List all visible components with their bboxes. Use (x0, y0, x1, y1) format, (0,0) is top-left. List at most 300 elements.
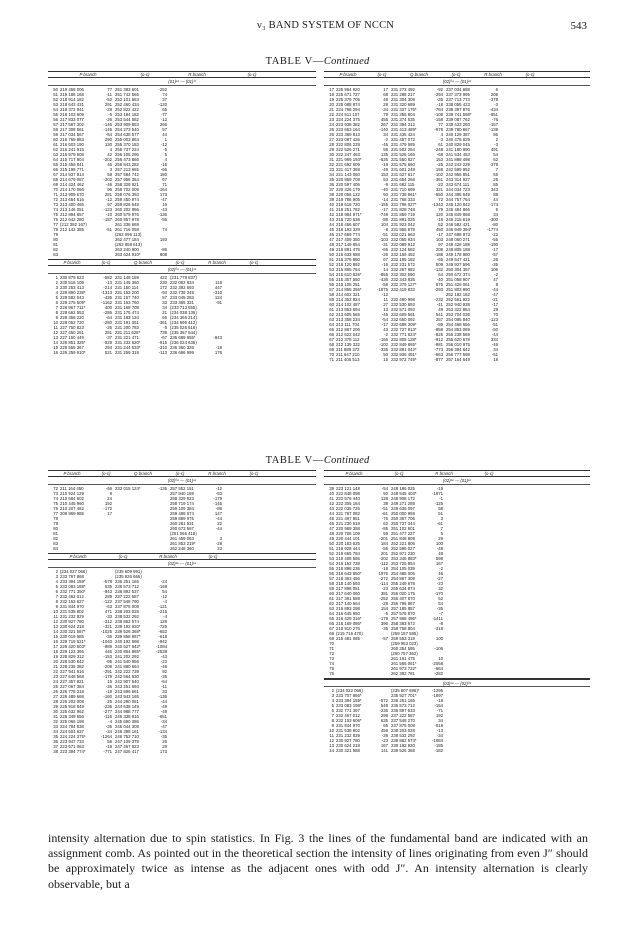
table-cell: -83 (215, 490, 222, 496)
table-cell: 233 707 866* (336, 693, 362, 699)
table-cell: 240 478 829 (446, 136, 470, 142)
table-cell: 18 (329, 91, 334, 97)
header-cell: (o-c) (249, 259, 259, 265)
table-cell: 231 502 254 (391, 146, 415, 152)
table-cell: 54 (493, 151, 498, 157)
table-cell: 216 429 316* (336, 615, 362, 621)
table-cell: -108 (434, 111, 443, 117)
table-cell: 225 632 962 (60, 708, 84, 714)
table-cell: 230 253 413 (60, 284, 84, 290)
table-cell: 248 545 403* (391, 490, 417, 496)
table-cell: 232 302 590 (391, 271, 415, 277)
table-cell: 26 (53, 688, 58, 694)
table-cell: -122 (103, 598, 112, 604)
table-cell: 3 (331, 693, 334, 699)
table-cell: 78 (53, 515, 58, 521)
table-cell: 258 702 009 (115, 186, 139, 192)
table-cell: 28 (329, 141, 334, 147)
table-cell: -1313 (101, 289, 112, 295)
table-cell: (234 022 066) (336, 688, 363, 694)
table-cell: 60 (329, 301, 334, 307)
table-cell: 221 969 193* (336, 156, 362, 162)
table-cell: 63 (53, 151, 58, 157)
header-cell: (o-c) (484, 471, 494, 476)
table-cell: -725 (158, 623, 167, 629)
table-bottom-left (48, 470, 316, 754)
table-cell: 50 (383, 490, 388, 496)
table-cell: 253 322 854 (446, 306, 470, 312)
table-cell: 232 055 934 (391, 236, 415, 242)
table-cell: 30 (329, 151, 334, 157)
table-cell: (262 096 113) (115, 231, 142, 237)
table-cell: 229 719 521* (60, 638, 86, 644)
table-cell: -5 (163, 324, 167, 330)
table-cell: -89 (436, 321, 443, 327)
table-cell: 70 (329, 351, 334, 357)
table-cell: 65 (162, 106, 167, 112)
table-cell: 56 (107, 738, 112, 744)
table-cell: 237 713 773 (446, 96, 470, 102)
header-row (48, 471, 316, 476)
table-cell: 50 (383, 191, 388, 197)
table-cell: 214 424 462 (60, 181, 84, 187)
table-cell: -361 (158, 319, 167, 325)
table-cell: 59 (329, 296, 334, 302)
table-cell: 70 (53, 186, 58, 192)
table-cell: (236 024 635) (170, 339, 197, 345)
table-cell: 231 601 248 (391, 166, 415, 172)
table-cell: -145 (103, 126, 112, 132)
table-cell: 222 247 463 (336, 151, 360, 157)
table-cell: 255 370 183 (115, 141, 139, 147)
table-cell: 230 624 218 (60, 623, 84, 629)
table-cell: 37 (329, 186, 334, 192)
table-cell: -361 (434, 176, 443, 182)
table-cell: 79 (383, 111, 388, 117)
table-cell: 103 (435, 236, 443, 242)
table-cell: 242 243 229 (446, 161, 470, 167)
table-subtitle: (01)¹ᵉ — (01)¹ᶠ (48, 79, 316, 85)
table-cell: 232 379 127* (391, 281, 417, 287)
table-cell: 64 (329, 321, 334, 327)
table-cell: (262 858 613) (115, 241, 142, 247)
table-cell: 236 696 999 (170, 349, 194, 355)
table-cell: 231 955 878 (391, 226, 415, 232)
table-cell: 34 (329, 171, 334, 177)
table-cell: 262 248 360 (170, 545, 194, 551)
table-cell: 260 354 595 (391, 645, 415, 651)
table-cell: 58 (438, 505, 443, 511)
table-cell: -68 (436, 151, 443, 157)
table-cell: -294 (434, 91, 443, 97)
table-cell: 218 372 941 (60, 106, 84, 112)
table-cell: 44 (329, 510, 334, 516)
table-cell: -65 (436, 256, 443, 262)
table-cell: 61 (329, 595, 334, 601)
header-cell: (o-c) (175, 471, 185, 476)
table-cell: 219 152 738 (336, 560, 360, 566)
table-cell: 255 620 678 (446, 336, 470, 342)
table-cell: 239 526 368* (115, 628, 141, 634)
table-cell: -1084 (432, 738, 443, 744)
table-cell: 226 851 325* (60, 339, 86, 345)
table-cell: -139 (489, 126, 498, 132)
table-cell: -19 (381, 161, 388, 167)
table-cell: 223 653 164 (336, 126, 360, 132)
table-cell: 243 596 661 (115, 688, 139, 694)
table-cell: 226 203 008 (60, 698, 84, 704)
table-cell: -95 (105, 658, 112, 664)
table-cell: -145 (213, 500, 222, 506)
table-cell: 62 (329, 311, 334, 317)
table-cell: 50 (53, 86, 58, 92)
table-cell: -116 (103, 713, 112, 719)
table-cell: 13 (329, 743, 334, 749)
table-cell: 19 (329, 96, 334, 102)
table-cell: 229 582 043 (60, 294, 84, 300)
header-cell: R branch (484, 72, 502, 77)
table-cell: 246 753 710 (115, 733, 139, 739)
table-cell: 227 067 384 (60, 683, 84, 689)
table-cell: 227 150 449 (60, 334, 84, 340)
table-cell: 242 564 530 (115, 673, 139, 679)
table-cell: 23 (53, 673, 58, 679)
table-cell: 257 164 649 (446, 356, 470, 362)
table-cell: 231 710 699 (391, 186, 415, 192)
table-cell: -24 (160, 578, 167, 584)
table-cell: 230 879 623 (60, 274, 84, 280)
table-cell: 245 849 868 (446, 211, 470, 217)
table-cell: 246 044 308 (115, 723, 139, 729)
table-cell: -335 (379, 346, 388, 352)
table-cell: 231 738 961* (391, 191, 417, 197)
table-cell: 42 (107, 151, 112, 157)
table-cell: 242 599 952 (446, 166, 470, 172)
table-cell: 231 768 333 (391, 196, 415, 202)
table-cell: 66 (329, 620, 334, 626)
table-cell: -67 (491, 251, 498, 257)
table-cell: 240 864 865* (115, 648, 141, 654)
table-cell: 45 (329, 515, 334, 521)
table-cell: 222 576 440 (336, 495, 360, 501)
table-cell: 210 684 602 (60, 495, 84, 501)
table-cell: 246 949 394* (446, 226, 472, 232)
table-row (48, 350, 316, 355)
table-cell: 57 (53, 121, 58, 127)
table-cell: 69 (329, 635, 334, 641)
table-cell: 2 (55, 568, 58, 574)
table-cell: 215 979 608 (60, 151, 84, 157)
table-cell: -76 (491, 116, 498, 122)
table-cell: 261 459 063 (170, 535, 194, 541)
table-cell: 31 (329, 156, 334, 162)
table-cell: 232 609 581 (391, 311, 415, 317)
table-cell: 240 129 387 (446, 131, 470, 137)
table-cell: 255 003 864 (115, 136, 139, 142)
table-cell: 256 777 598 (446, 351, 470, 357)
table-cell: -46 (105, 181, 112, 187)
table-cell: 232 771 624* (391, 331, 417, 337)
table-cell: 238 203 028 (115, 608, 139, 614)
table-cell: 257 968 496* (391, 615, 417, 621)
table-cell: 25 (493, 176, 498, 182)
table-cell: 124 (214, 294, 222, 300)
table-cell: 231 211 628* (115, 329, 141, 335)
table-cell: 227 357 821 (60, 678, 84, 684)
table-cell (98, 546, 115, 551)
table-cell: -1774 (487, 226, 498, 232)
table-cell: 231 844 970 (60, 603, 84, 609)
table-cell: -182 (434, 748, 443, 754)
table-cell: 53 (329, 555, 334, 561)
table-cell: 231 157 740 (115, 294, 139, 300)
table-cell: -35 (160, 733, 167, 739)
table-cell: 215 717 804 (60, 156, 84, 162)
table-cell: -7 (439, 610, 443, 616)
table-cell: -578 (103, 578, 112, 584)
table-cell: -17 (436, 231, 443, 237)
table-cell: -4 (163, 598, 167, 604)
table-cell: 256 020 175 (391, 590, 415, 596)
table-cell: 17 (329, 86, 334, 92)
table-cell: -54 (105, 131, 112, 137)
table-cell: 232 530 693 (391, 301, 415, 307)
table-cell: 259 498 674 (170, 510, 194, 516)
table-cell: (235 026 616) (170, 324, 197, 330)
table-cell: 172 (159, 284, 167, 290)
table-cell: 10 (53, 319, 58, 325)
table-cell: 232 343 835 (391, 276, 415, 282)
table-cell: 13 (53, 623, 58, 629)
table-cell: 147 (214, 510, 222, 516)
table-cell: 81 (53, 241, 58, 247)
table-cell: 71 (329, 356, 334, 362)
table-cell: 216 633 688 (336, 251, 360, 257)
table-cell: 42 (329, 211, 334, 217)
table-cell: -1084 (156, 643, 167, 649)
table-cell: 52 (438, 595, 443, 601)
table-cell: -618 (158, 633, 167, 639)
table-cell: -18 (436, 101, 443, 107)
header-row (324, 72, 590, 77)
table-cell: -47 (491, 291, 498, 297)
table-cell: 74 (162, 91, 167, 97)
table-cell: 230 927 780 (336, 738, 360, 744)
table-cell: 223 369 813 (336, 131, 360, 137)
table-cell: -22 (491, 231, 498, 237)
table-cell: -22 (436, 181, 443, 187)
table-header (48, 71, 316, 78)
table-cell: 60 (53, 136, 58, 142)
table-cell: 261 716 058 (115, 226, 139, 232)
table-cell: 231 175 474 (115, 309, 139, 315)
table-cell: 216 503 190 (60, 141, 84, 147)
table-cell: 50 (329, 540, 334, 546)
table-cell: 41 (329, 206, 334, 212)
table-cell (60, 252, 98, 257)
table-cell: 239 433 293 (446, 121, 470, 127)
table-subtitle: (02)⁰ᵉ — (01)¹ᵉ (48, 267, 316, 273)
table-cell: 5 (164, 151, 167, 157)
table-cell: 230 321 587* (60, 628, 86, 634)
table-cell: 226 489 668 (60, 693, 84, 699)
table-cell: 241 202 292 (115, 653, 139, 659)
table-cell: 381 (380, 590, 388, 596)
table-cell: -48 (436, 545, 443, 551)
table-cell: 46 (329, 520, 334, 526)
table-cell: 54 (438, 600, 443, 606)
table-cell: -201 (379, 535, 388, 541)
table-cell: 32 (329, 161, 334, 167)
table-cell: 244 395 649 (446, 191, 470, 197)
table-cell: 27 (329, 136, 334, 142)
table-cell: -71 (436, 708, 443, 714)
table-cell: -51 (381, 231, 388, 237)
table-cell: 25 (53, 683, 58, 689)
table-cell: 25 (107, 698, 112, 704)
table-cell: -170 (434, 590, 443, 596)
table-cell: 213 400 465 (60, 201, 84, 207)
table-cell: 248 060 271 (446, 236, 470, 242)
table-cell: 33 (53, 723, 58, 729)
table-cell: 217 898 051 (336, 585, 360, 591)
table-header (324, 470, 590, 477)
table-cell: -18 (215, 344, 222, 350)
table-cell: 232 972 749* (391, 356, 417, 362)
table-cell: 290 (104, 136, 112, 142)
table-cell: 237 222 587 (391, 713, 415, 719)
table-cell: 244 988 777 (115, 708, 139, 714)
table-cell: 598 (435, 555, 443, 561)
table-cell: 48 (329, 241, 334, 247)
table-cell: 77 (53, 221, 58, 227)
table-cell: 21 (329, 106, 334, 112)
table-row (324, 671, 590, 676)
table-cell: 12 (53, 329, 58, 335)
table-cell: 63 (329, 316, 334, 322)
table-cell: 233 365 331 (170, 299, 194, 305)
table-cell: 68 (53, 176, 58, 182)
table-cell: 167 (435, 560, 443, 566)
table-cell: -2538 (156, 648, 167, 654)
table-cell: 400 (104, 304, 112, 310)
table-cell: 239 192 920* (115, 623, 141, 629)
table-cell: 236 251 165 (115, 578, 139, 584)
table-cell: 11 (329, 733, 334, 739)
table-cell: 228 358 220 (60, 314, 84, 320)
table-cell: 77 (53, 510, 58, 516)
table-cell: 9 (55, 603, 58, 609)
table-subtitle: (02)²ᵉ — (01)¹ᵉ (324, 478, 590, 484)
table-cell: 232 092 834 (170, 279, 194, 285)
table-cell: -26 (105, 116, 112, 122)
table-cell: 238 532 292 (115, 613, 139, 619)
table-cell: -215 (158, 608, 167, 614)
table-cell: 193 (159, 236, 167, 242)
table-cell: 228 530 842 (60, 658, 84, 664)
table-cell: 259 076 393 (115, 191, 139, 197)
table-cell: 239 526 368 (391, 748, 415, 754)
table-cell: 100 (435, 540, 443, 546)
table-cell: -86 (215, 505, 222, 511)
header-cell: (o-c) (118, 553, 128, 559)
table-cell: 230 019 985 (60, 633, 84, 639)
table-cell: 231 923 042 (391, 221, 415, 227)
table-cell: 83 (53, 251, 58, 257)
table-cell: 225 088 874 (336, 101, 360, 107)
header-row (48, 260, 316, 265)
table-cell: 9 (55, 314, 58, 320)
table-cell: -12 (160, 593, 167, 599)
table-cell: -35 (381, 625, 388, 631)
table-cell: 246 398 161 (115, 728, 139, 734)
table-cell: 38 (329, 191, 334, 197)
table-cell: 11 (383, 296, 388, 302)
table-cell: -35 (436, 605, 443, 611)
table-cell: 231 221 471 (115, 334, 139, 340)
table-cell: 254 105 039 (391, 565, 415, 571)
table-cell: 251 742 565 (115, 91, 139, 97)
table-cell: 48 (383, 96, 388, 102)
table-cell: 72 (53, 196, 58, 202)
table-header (48, 470, 316, 477)
table-cell: 141 (380, 748, 388, 754)
table-cell: -35 (491, 261, 498, 267)
table-cell: -17 (381, 206, 388, 212)
table-cell: 2 (55, 279, 58, 285)
table-cell: 225 348 556 (60, 713, 84, 719)
table-cell: 56 (53, 116, 58, 122)
table-cell: -784 (434, 106, 443, 112)
table-cell: 231 798 027* (391, 201, 417, 207)
table-cell: 251 102 601 (391, 525, 415, 531)
table-cell: 79 (53, 520, 58, 526)
table-cell (60, 546, 98, 551)
table-body (48, 569, 316, 754)
table-cell: 8 (109, 490, 112, 496)
table-cell: 84 (53, 545, 58, 551)
table-cell: 232 021 663 (391, 231, 415, 237)
table-cell: 635 (380, 718, 388, 724)
table-cell: 51 (438, 510, 443, 516)
table-cell: 74 (162, 226, 167, 232)
table-cell: 259 450 974 (115, 196, 139, 202)
table-cell: 17 (107, 510, 112, 516)
table-cell: 254 085 840 (446, 316, 470, 322)
table-cell: 220 597 406 (336, 181, 360, 187)
table-cell: 192 (435, 713, 443, 719)
table-cell: 42 (329, 500, 334, 506)
table-cell: 220 183 625 (336, 540, 360, 546)
table-cell: -572 (379, 698, 388, 704)
table-cell: 4 (109, 146, 112, 152)
table-cell: 239 192 920 (391, 743, 415, 749)
table-cell: 248 186 025 (391, 485, 415, 491)
table-cell: 226 778 318 (60, 688, 84, 694)
table-cell: 217 308 561 (60, 126, 84, 132)
table-cell: 184 (380, 540, 388, 546)
table-cell: 251 803 990 (446, 286, 470, 292)
table-cell: -16 (160, 161, 167, 167)
table-cell: 231 457 072 (391, 136, 415, 142)
table-cell: 219 458 006 (60, 86, 84, 92)
table-header (324, 71, 590, 78)
table-cell: 231 654 268 (391, 176, 415, 182)
table-cell: 180 (159, 171, 167, 177)
table-cell: -202 (103, 176, 112, 182)
table-cell: -120 (158, 101, 167, 107)
table-cell: 128 (380, 495, 388, 501)
